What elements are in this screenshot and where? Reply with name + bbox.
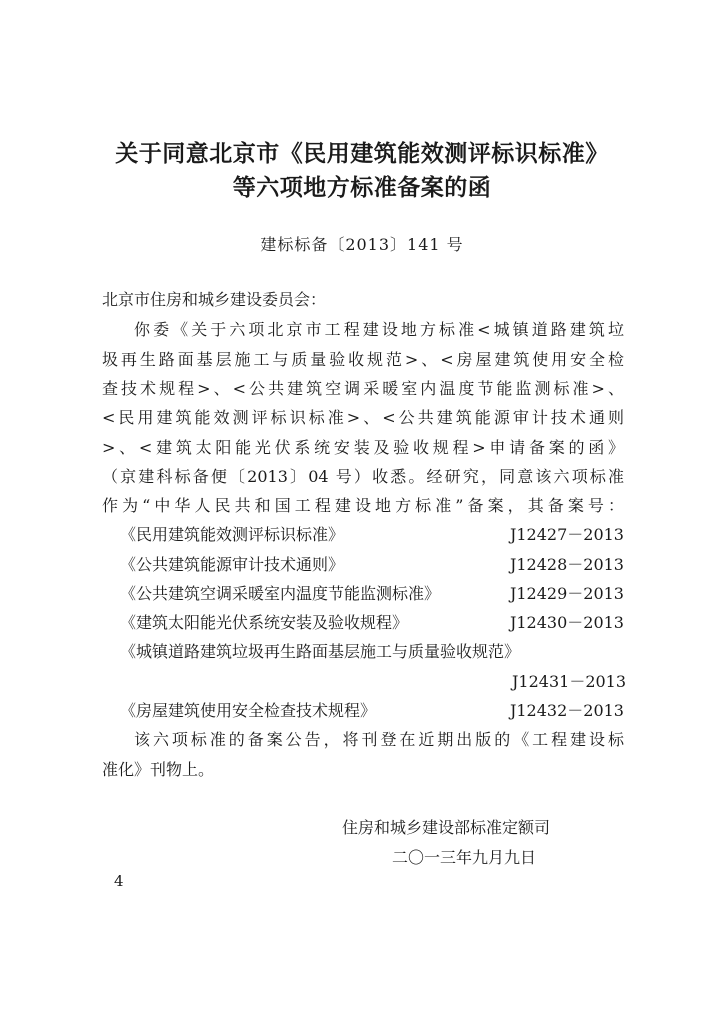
document-title-line-1: 关于同意北京市《民用建筑能效测评标识标准》	[115, 141, 609, 167]
standard-row	[120, 701, 624, 721]
body-line-7: 作为“中华人民共和国工程建设地方标准”备案，其备案号：	[102, 496, 624, 515]
body-line-3: 查技术规程>、<公共建筑空调采暖室内温度节能监测标准>、	[102, 379, 624, 398]
standard-code: J12432－2013	[509, 701, 624, 720]
standard-code: J12431－2013	[512, 672, 627, 691]
standard-row	[120, 525, 624, 545]
document-title-line-2: 等六项地方标准备案的函	[232, 175, 492, 201]
standard-row	[120, 613, 624, 633]
closing-line-1: 该六项标准的备案公告，将刊登在近期出版的《工程建设标	[134, 730, 624, 749]
signature-date: 二〇一三年九月九日	[392, 848, 537, 867]
standard-code: J12428－2013	[509, 555, 624, 574]
standard-name: 《城镇道路建筑垃圾再生路面基层施工与质量验收规范》	[120, 642, 521, 661]
standard-row	[120, 642, 624, 662]
page-number: 4	[114, 872, 124, 890]
standard-name: 《房屋建筑使用安全检查技术规程》	[120, 701, 377, 720]
document-number: 建标标备〔2013〕141 号	[260, 235, 464, 254]
closing-line-2: 准化》刊物上。	[102, 760, 215, 779]
standard-name: 《公共建筑能源审计技术通则》	[120, 555, 345, 574]
standard-code: J12430－2013	[509, 613, 624, 632]
standard-code: J12427－2013	[509, 525, 624, 544]
body-line-6: （京建科标备便〔2013〕04 号）收悉。经研究，同意该六项标准	[102, 467, 624, 486]
standard-name: 《建筑太阳能光伏系统安装及验收规程》	[120, 613, 409, 632]
standard-code: J12429－2013	[509, 584, 624, 603]
addressee: 北京市住房和城乡建设委员会：	[102, 290, 327, 309]
body-line-2: 圾再生路面基层施工与质量验收规范>、<房屋建筑使用安全检	[102, 350, 624, 369]
body-line-1: 你委《关于六项北京市工程建设地方标准<城镇道路建筑垃	[134, 320, 624, 339]
body-line-5: >、<建筑太阳能光伏系统安装及验收规程>申请备案的函》	[102, 438, 624, 457]
body-line-4: <民用建筑能效测评标识标准>、<公共建筑能源审计技术通则	[102, 408, 624, 427]
standard-row	[120, 555, 624, 575]
standard-name: 《公共建筑空调采暖室内温度节能监测标准》	[120, 584, 441, 603]
signature-org: 住房和城乡建设部标准定额司	[342, 818, 551, 837]
standard-row	[120, 584, 624, 604]
standard-name: 《民用建筑能效测评标识标准》	[120, 525, 345, 544]
